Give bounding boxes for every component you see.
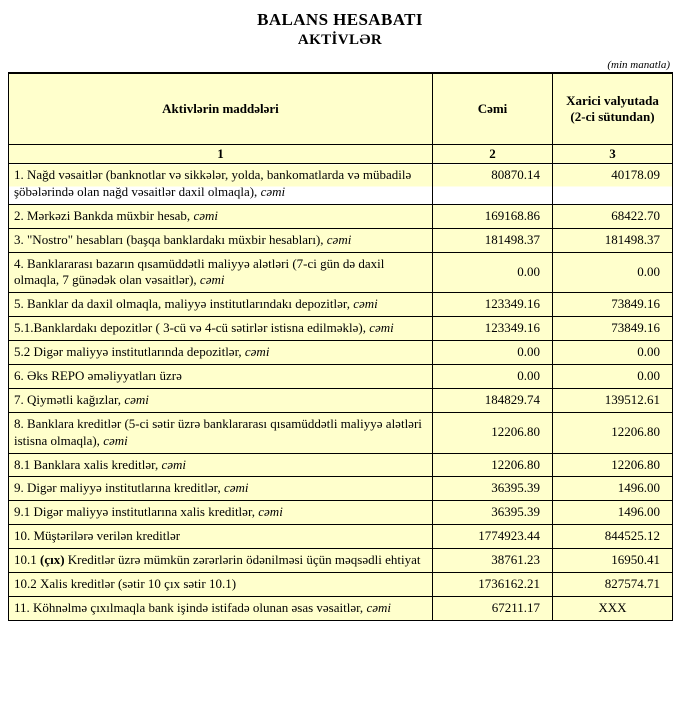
total-value-cell: [433, 412, 553, 453]
foreign-value-cell: [553, 525, 673, 549]
total-value: 38761.23: [491, 552, 540, 568]
foreign-value: 12206.80: [611, 424, 660, 440]
row-label-text: 9.1 Digər maliyyə institutlarına xalis kreditlər,: [14, 504, 259, 520]
foreign-value-cell: [553, 164, 673, 205]
total-value-cell: [433, 501, 553, 525]
table-row: [9, 317, 673, 341]
total-value: 12206.80: [491, 424, 540, 440]
table-row: [9, 164, 673, 205]
total-value-cell: [433, 252, 553, 293]
foreign-value: 16950.41: [611, 552, 660, 568]
col-header-total: Cəmi: [433, 73, 553, 145]
row-label-text: 10.2 Xalis kreditlər (sətir 10 çıx sətir 10.1): [14, 576, 237, 592]
total-value-cell: [433, 164, 553, 205]
foreign-value-cell: [553, 252, 673, 293]
row-label: [9, 412, 433, 453]
row-label-italic-suffix: cəmi: [103, 432, 128, 448]
total-value: 123349.16: [484, 320, 540, 336]
total-value-cell: [433, 365, 553, 389]
total-value: 80870.14: [491, 167, 540, 182]
total-value: 0.00: [517, 264, 540, 279]
row-label-continuation: Kreditlər üzrə mümkün zərərlərin ödənilməsi üçün məqsədli ehtiyat: [64, 552, 421, 568]
foreign-value: 73849.16: [611, 296, 660, 312]
row-label-text: 11. Köhnəlmə çıxılmaqla bank işində istifadə olunan əsas vəsaitlər,: [14, 599, 367, 615]
foreign-value: 181498.37: [604, 231, 660, 247]
foreign-value: 827574.71: [604, 576, 660, 592]
total-value: 1774923.44: [478, 528, 540, 544]
row-label: [9, 388, 433, 412]
col-number-1: 1: [9, 145, 433, 164]
table-row: [9, 365, 673, 389]
foreign-value-cell: [553, 388, 673, 412]
row-label-text: 1. Nağd vəsaitlər (banknotlar və sikkələr, yolda, bankomatlarda və mübadilə şöbələrində olan nağd vəsaitlər daxil olmaqla),: [14, 167, 412, 199]
foreign-value: 12206.80: [611, 456, 660, 472]
row-label: [9, 573, 433, 597]
row-label: [9, 596, 433, 620]
row-label: [9, 477, 433, 501]
row-label: [9, 252, 433, 293]
table-body: [9, 164, 673, 621]
foreign-value-cell: [553, 293, 673, 317]
foreign-value-cell: [553, 573, 673, 597]
table-row: [9, 525, 673, 549]
row-label-text: 4. Banklararası bazarın qısamüddətli maliyyə alətləri (7-ci gün də daxil olmaqla, 7 günədək olan vəsaitlər),: [14, 255, 385, 288]
foreign-value: 68422.70: [611, 207, 660, 223]
row-label-text: 6. Əks REPO əməliyyatları üzrə: [14, 368, 182, 384]
row-label-italic-suffix: cəmi: [258, 504, 283, 520]
table-row: [9, 596, 673, 620]
row-label-italic-suffix: cəmi: [369, 320, 394, 336]
row-label: [9, 164, 433, 205]
row-label-bold: (çıx): [40, 552, 65, 568]
table-row: [9, 549, 673, 573]
foreign-value: 0.00: [637, 344, 660, 360]
foreign-value-cell: [553, 477, 673, 501]
table-row: [9, 341, 673, 365]
col-header-foreign: Xarici valyutada (2-ci sütundan): [553, 73, 673, 145]
foreign-value: 0.00: [637, 368, 660, 384]
row-label-italic-suffix: cəmi: [260, 183, 286, 199]
row-label-italic-suffix: cəmi: [223, 480, 249, 496]
table-row: [9, 412, 673, 453]
page-subtitle: AKTİVLƏR: [297, 32, 383, 48]
row-label-text: 5.1.Banklardakı depozitlər ( 3-cü və 4-cü sətirlər istisna edilməklə),: [14, 320, 370, 336]
row-label-italic-suffix: cəmi: [199, 272, 225, 288]
table-row: [9, 204, 673, 228]
total-value-cell: [433, 228, 553, 252]
foreign-value-cell: [553, 501, 673, 525]
row-label-text: 10. Müştərilərə verilən kreditlər: [14, 528, 181, 544]
row-label: [9, 293, 433, 317]
total-value-cell: [433, 204, 553, 228]
total-value: 181498.37: [484, 231, 540, 247]
total-value: 169168.86: [484, 207, 540, 223]
table-row: [9, 573, 673, 597]
row-label-italic-suffix: cəmi: [244, 344, 270, 360]
foreign-value-cell: [553, 596, 673, 620]
total-value: 0.00: [517, 368, 540, 384]
total-value: 0.00: [517, 344, 540, 360]
table-row: [9, 453, 673, 477]
column-number-row: [9, 145, 673, 164]
row-label-text: 7. Qiymətli kağızlar,: [14, 391, 125, 407]
row-label: [9, 228, 433, 252]
foreign-value: 844525.12: [604, 528, 660, 544]
row-label-italic-suffix: cəmi: [161, 456, 187, 472]
row-label-text: 10.1: [14, 552, 40, 568]
total-value: 36395.39: [491, 480, 540, 496]
total-value: 1736162.21: [478, 576, 540, 592]
row-label-text: 2. Mərkəzi Bankda müxbir hesab,: [14, 207, 194, 223]
row-label: [9, 317, 433, 341]
foreign-value-cell: [553, 549, 673, 573]
row-label-italic-suffix: cəmi: [124, 391, 149, 407]
col-number-2: 2: [433, 145, 553, 164]
total-value-cell: [433, 549, 553, 573]
assets-table: [8, 72, 673, 621]
row-label: [9, 204, 433, 228]
total-value-cell: [433, 477, 553, 501]
row-label: [9, 501, 433, 525]
table-row: [9, 228, 673, 252]
row-label: [9, 525, 433, 549]
total-value: 123349.16: [484, 296, 540, 312]
total-value-cell: [433, 525, 553, 549]
table-row: [9, 252, 673, 293]
table-row: [9, 477, 673, 501]
foreign-value: 1496.00: [617, 480, 660, 496]
foreign-value-cell: [553, 317, 673, 341]
row-label-text: 8. Banklara kreditlər (5-ci sətir üzrə banklararası qısamüddətli maliyyə alətləri istisna olmaqla),: [14, 415, 422, 448]
unit-note: (min manatla): [607, 59, 670, 71]
total-value-cell: [433, 596, 553, 620]
row-label-italic-suffix: cəmi: [353, 296, 378, 312]
row-label-italic-suffix: cəmi: [326, 231, 352, 247]
foreign-value-cell: [553, 228, 673, 252]
row-label: [9, 549, 433, 573]
table-header-row: [9, 73, 673, 145]
foreign-value-cell: [553, 412, 673, 453]
row-label: [9, 365, 433, 389]
foreign-value-cell: [553, 365, 673, 389]
total-value-cell: [433, 388, 553, 412]
foreign-value: 40178.09: [611, 167, 660, 182]
row-label: [9, 453, 433, 477]
foreign-value: XXX: [598, 599, 627, 615]
table-row: [9, 388, 673, 412]
total-value-cell: [433, 293, 553, 317]
total-value: 12206.80: [491, 456, 540, 472]
foreign-value-cell: [553, 341, 673, 365]
row-label-italic-suffix: cəmi: [366, 599, 391, 615]
total-value: 36395.39: [491, 504, 540, 520]
total-value-cell: [433, 573, 553, 597]
row-label-text: 9. Digər maliyyə institutlarına kreditlər,: [14, 480, 224, 496]
foreign-value: 73849.16: [611, 320, 660, 336]
col-number-3: 3: [553, 145, 673, 164]
table-row: [9, 501, 673, 525]
total-value: 67211.17: [491, 599, 540, 615]
row-label-text: 5.2 Digər maliyyə institutlarında depozitlər,: [14, 344, 245, 360]
foreign-value: 1496.00: [617, 504, 660, 520]
row-label-text: 5. Banklar da daxil olmaqla, maliyyə institutlarındakı depozitlər,: [14, 296, 354, 312]
row-label-text: 8.1 Banklara xalis kreditlər,: [14, 456, 162, 472]
row-label-italic-suffix: cəmi: [193, 207, 218, 223]
foreign-value-cell: [553, 453, 673, 477]
foreign-value: 139512.61: [604, 391, 660, 407]
total-value: 184829.74: [484, 391, 540, 407]
table-row: [9, 293, 673, 317]
total-value-cell: [433, 453, 553, 477]
row-label: [9, 341, 433, 365]
row-label-text: 3. "Nostro" hesabları (başqa banklardakı müxbir hesabları),: [14, 231, 327, 247]
page-title: BALANS HESABATI: [257, 10, 423, 29]
col-header-items: Aktivlərin maddələri: [9, 73, 433, 145]
total-value-cell: [433, 341, 553, 365]
foreign-value: 0.00: [637, 264, 660, 279]
total-value-cell: [433, 317, 553, 341]
foreign-value-cell: [553, 204, 673, 228]
